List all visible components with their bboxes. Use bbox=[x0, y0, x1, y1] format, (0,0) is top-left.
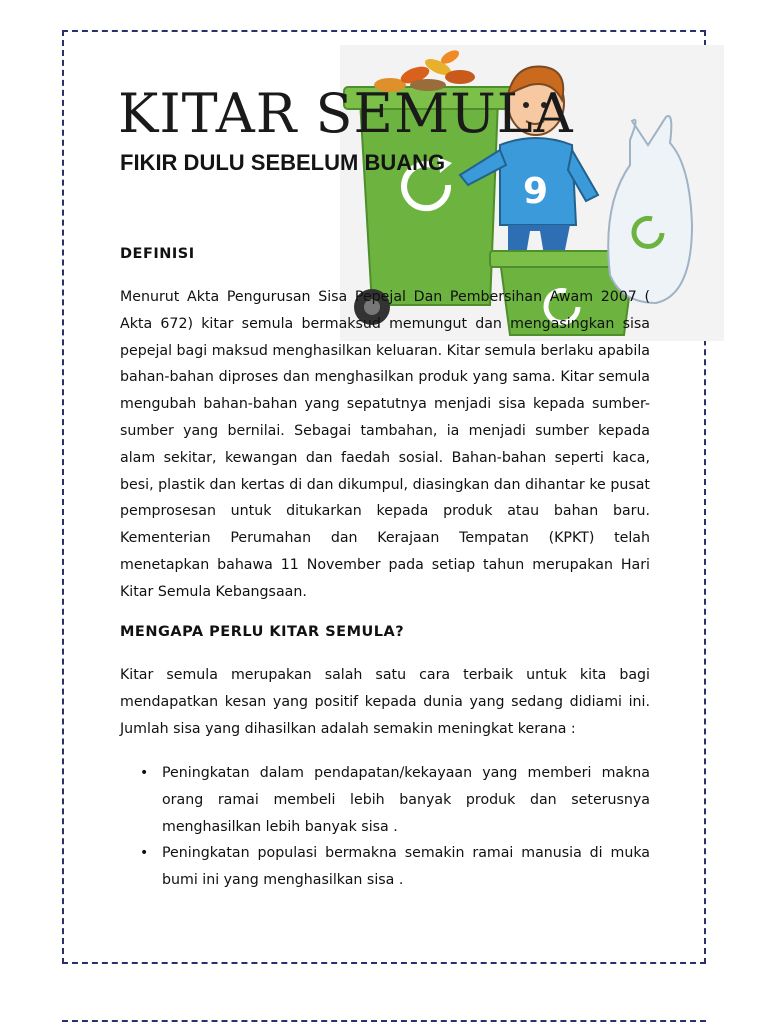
reasons-list bbox=[120, 760, 650, 894]
next-page-border bbox=[62, 1020, 706, 1022]
why-recycle-paragraph: Kitar semula merupakan salah satu cara terbaik untuk kita bagi mendapatkan kesan yang positif kepada dunia yang sedang didiami ini. Jumlah sisa yang dihasilkan adalah semakin meningkat kerana : bbox=[120, 667, 650, 737]
list-item-text: Peningkatan dalam pendapatan/kekayaan yang memberi makna orang ramai membeli lebih banyak produk dan seterusnya menghasilkan lebih banyak sisa . bbox=[162, 765, 650, 835]
page-title: KITAR SEMULA bbox=[118, 82, 574, 145]
shirt-number: 9 bbox=[523, 171, 549, 212]
bullet-icon: • bbox=[140, 845, 149, 862]
list-item bbox=[120, 760, 650, 840]
definition-heading: DEFINISI bbox=[120, 246, 195, 262]
definition-paragraph: Menurut Akta Pengurusan Sisa Pepejal Dan Pembersihan Awam 2007 ( Akta 672) kitar semula bermaksud memungut dan mengasingkan sisa pepejal bagi maksud menghasilkan keluaran. Kitar semula berlaku apabila bahan-bahan diproses dan menghasilkan produk yang sama. Kitar semula mengubah bahan-bahan yang sepatutnya menjadi sisa kepada sumber-sumber yang bernilai. Sebagai tambahan, ia menjadi sumber kepada alam sekitar, kewangan dan faedah sosial. Bahan-bahan seperti kaca, besi, plastik dan kertas di dan dikumpul, diasingkan dan dihantar ke pusat pemprosesan untuk ditukarkan kepada produk atau bahan baru. Kementerian Perumahan dan Kerajaan Tempatan (KPKT) telah menetapkan bahawa 11 November pada setiap tahun merupakan Hari Kitar Semula Kebangsaan. bbox=[120, 289, 651, 600]
list-item bbox=[120, 840, 650, 894]
bullet-icon: • bbox=[140, 765, 149, 781]
why-recycle-heading: MENGAPA PERLU KITAR SEMULA? bbox=[120, 624, 405, 640]
list-item-text: Peningkatan populasi bermakna semakin ramai manusia di muka bumi ini yang menghasilkan sisa . bbox=[162, 845, 650, 889]
page-subtitle: FIKIR DULU SEBELUM BUANG bbox=[120, 150, 446, 175]
plastic-bag bbox=[608, 116, 692, 303]
